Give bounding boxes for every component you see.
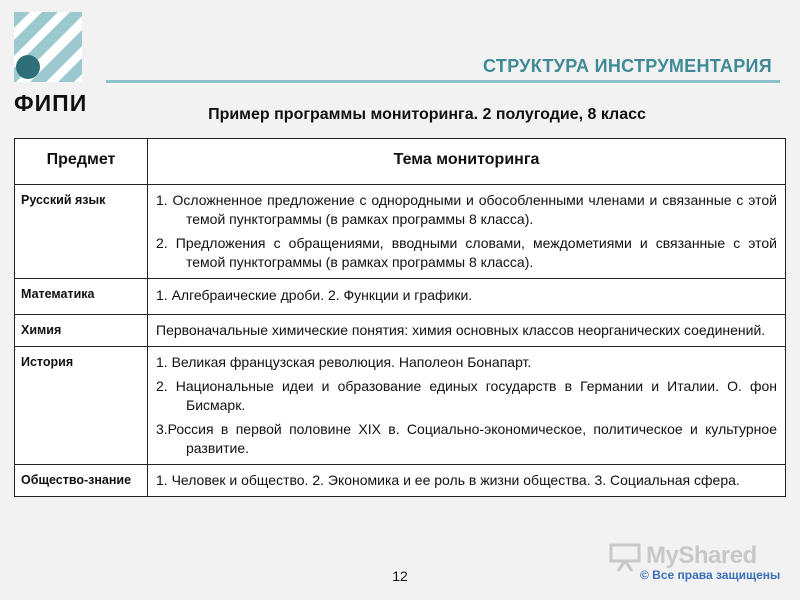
subject-cell: Химия — [15, 315, 148, 347]
header-title: СТРУКТУРА ИНСТРУМЕНТАРИЯ — [483, 56, 772, 76]
page-subtitle: Пример программы мониторинга. 2 полугодие, 8 класс — [208, 106, 646, 123]
topic-item: Первоначальные химические понятия: химия основных классов неорганических соединений. — [156, 322, 766, 338]
topic-item: 1. Великая французская революция. Наполеон Бонапарт. — [156, 354, 532, 370]
watermark-brand: MyShared — [646, 542, 757, 569]
table-row — [15, 347, 786, 465]
topic-item: 1. Осложненное предложение с однородными и обособленными членами и связанные с этой темой пунктограммы (в рамках программы 8 класса). — [156, 192, 777, 227]
topic-item: 1. Человек и общество. 2. Экономика и ее роль в жизни общества. 3. Социальная сфера. — [156, 472, 740, 488]
column-header-subject: Предмет — [15, 139, 148, 185]
header-divider — [106, 80, 780, 83]
logo-text: ФИПИ — [14, 90, 88, 116]
topic-item: 1. Алгебраические дроби. 2. Функции и графики. — [156, 287, 473, 303]
page-number: 12 — [392, 568, 408, 584]
table-row — [15, 315, 786, 347]
topic-cell — [148, 465, 786, 497]
topic-item: 2. Предложения с обращениями, вводными словами, междометиями и связанные с этой темой пунктограммы (в рамках программы 8 класса). — [156, 235, 777, 270]
topic-item: 2. Национальные идеи и образование единых государств в Германии и Италии. О. фон Бисмарк. — [156, 378, 777, 413]
subject-cell: Математика — [15, 279, 148, 315]
topic-cell — [148, 347, 786, 465]
fipi-logo-mark-icon — [14, 12, 82, 82]
topic-cell — [148, 279, 786, 315]
subject-cell: Общество-знание — [15, 465, 148, 497]
subject-cell: Русский язык — [15, 185, 148, 279]
topic-cell — [148, 185, 786, 279]
myshared-watermark — [606, 540, 796, 586]
subject-cell: История — [15, 347, 148, 465]
presentation-board-icon — [608, 542, 642, 572]
topic-item: 3.Россия в первой половине XIX в. Социально-экономическое, политическое и культурное развитие. — [156, 421, 777, 456]
table-row — [15, 185, 786, 279]
table-row — [15, 279, 786, 315]
topic-cell — [148, 315, 786, 347]
watermark-rights: © Все права защищены — [640, 568, 781, 582]
table-row — [15, 465, 786, 497]
fipi-logo — [14, 12, 88, 116]
monitoring-table — [14, 138, 786, 497]
table-header-row — [15, 139, 786, 185]
column-header-topic: Тема мониторинга — [148, 139, 786, 185]
